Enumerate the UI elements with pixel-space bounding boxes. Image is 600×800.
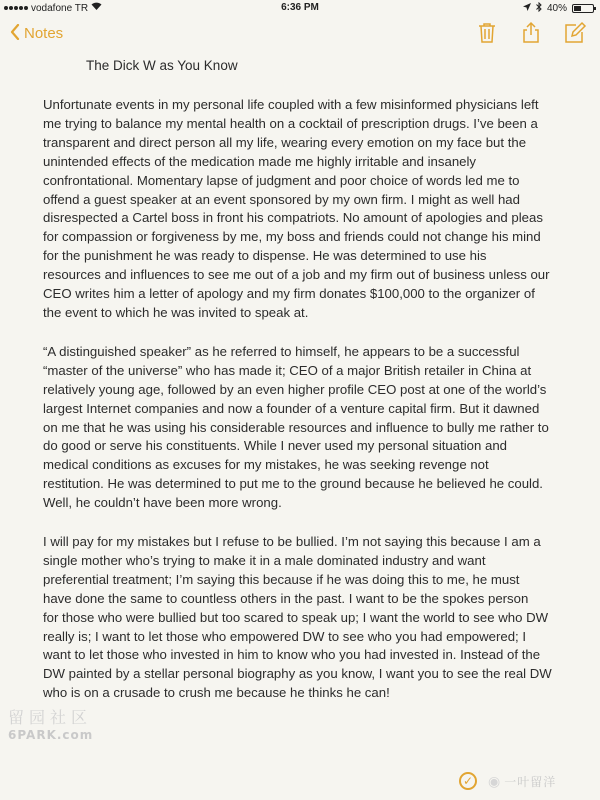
checkmark-circle-icon[interactable]: ✓ (459, 772, 477, 790)
site-watermark (8, 705, 98, 742)
status-right (523, 2, 594, 15)
watermark-en-text: 6PARK.com (8, 728, 94, 742)
chevron-left-icon (10, 24, 20, 43)
note-paragraph-1: Unfortunate events in my personal life coupled with a few misinformed physicians left me trying to balance my mental health on a cocktail of prescription drugs. I’ve been a transparent and direct person all my life, wearing every emotion on my face but the unintended effects of the medication made me highly irritable and insanely confrontational. Momentary lapse of judgment and poor choice of words led me to offend a guest speaker at an event sponsored by my own firm. I might as well had disrespected a Cartel boss in front his compatriots. No amount of apologies and pleas for compassion or forgiveness by me, my boss and friends could not change his mind for the punishment he was ready to dispense. He was determined to use his resources and influences to see me out of a job and my firm out of business unless our CEO writes him a letter of apology and my firm donates $100,000 to the organizer of the event to which he was invited to speak at. (43, 97, 550, 320)
compose-icon[interactable] (563, 21, 587, 45)
share-icon[interactable] (519, 21, 543, 45)
battery-icon (572, 4, 594, 13)
location-arrow-icon (523, 3, 531, 14)
note-paragraph-2: “A distinguished speaker” as he referred to himself, he appears to be a successful “master of the universe” who has made it; CEO of a major British retailer in China at relatively young age, followed by an even higher profile CEO post at one of the world’s largest Internet companies and now a founder of a venture capital firm. But it dawned on me that he was using his considerable resources and influence to bully me rather to do good or serve his constituents. While I never used my personal situation and medical conditions as excuses for my mistakes, he was seeking revenge not restitution. He was determined to put me to the ground because he believed he could. Well, he couldn’t have been more wrong. (43, 343, 549, 511)
status-time: 6:36 PM (281, 2, 319, 13)
bluetooth-icon (536, 2, 542, 15)
note-paragraph-3: I will pay for my mistakes but I refuse to be bullied. I’m not saying this because I am a single mother who’s trying to make it in a male dominated industry and want preferential treatment; I’m saying this because if he was doing this to me, he must have done the same to countless others in the past. I want to be the spokes person for those who were bullied but too scared to speak up; I want the world to see who DW really is; I want to let those who empowered DW to see who you had empowered; I want to let those who invested in him to know who you had invested in. Instead of the DW painted by a stellar personal biography as you know, I want you to see the real DW who is on a crusade to crush me because he thinks he can! (43, 534, 552, 701)
watermark-cn-text: 留园社区 (8, 708, 93, 727)
battery-fill (574, 6, 581, 11)
carrier-name: vodafone TR (31, 2, 89, 14)
back-to-notes-button[interactable] (10, 24, 63, 43)
battery-percent: 40% (546, 3, 567, 14)
bottom-toolbar (0, 772, 600, 800)
weibo-watermark (488, 773, 556, 790)
status-bar (0, 0, 600, 16)
trash-icon[interactable] (475, 21, 499, 45)
note-body[interactable] (43, 96, 583, 723)
nav-bar (0, 16, 600, 52)
note-title: The Dick W as You Know (86, 58, 238, 73)
back-label: Notes (24, 25, 64, 42)
weibo-handle: 一叶留洋 (504, 775, 557, 789)
weibo-logo-icon: ◉ (488, 773, 501, 789)
